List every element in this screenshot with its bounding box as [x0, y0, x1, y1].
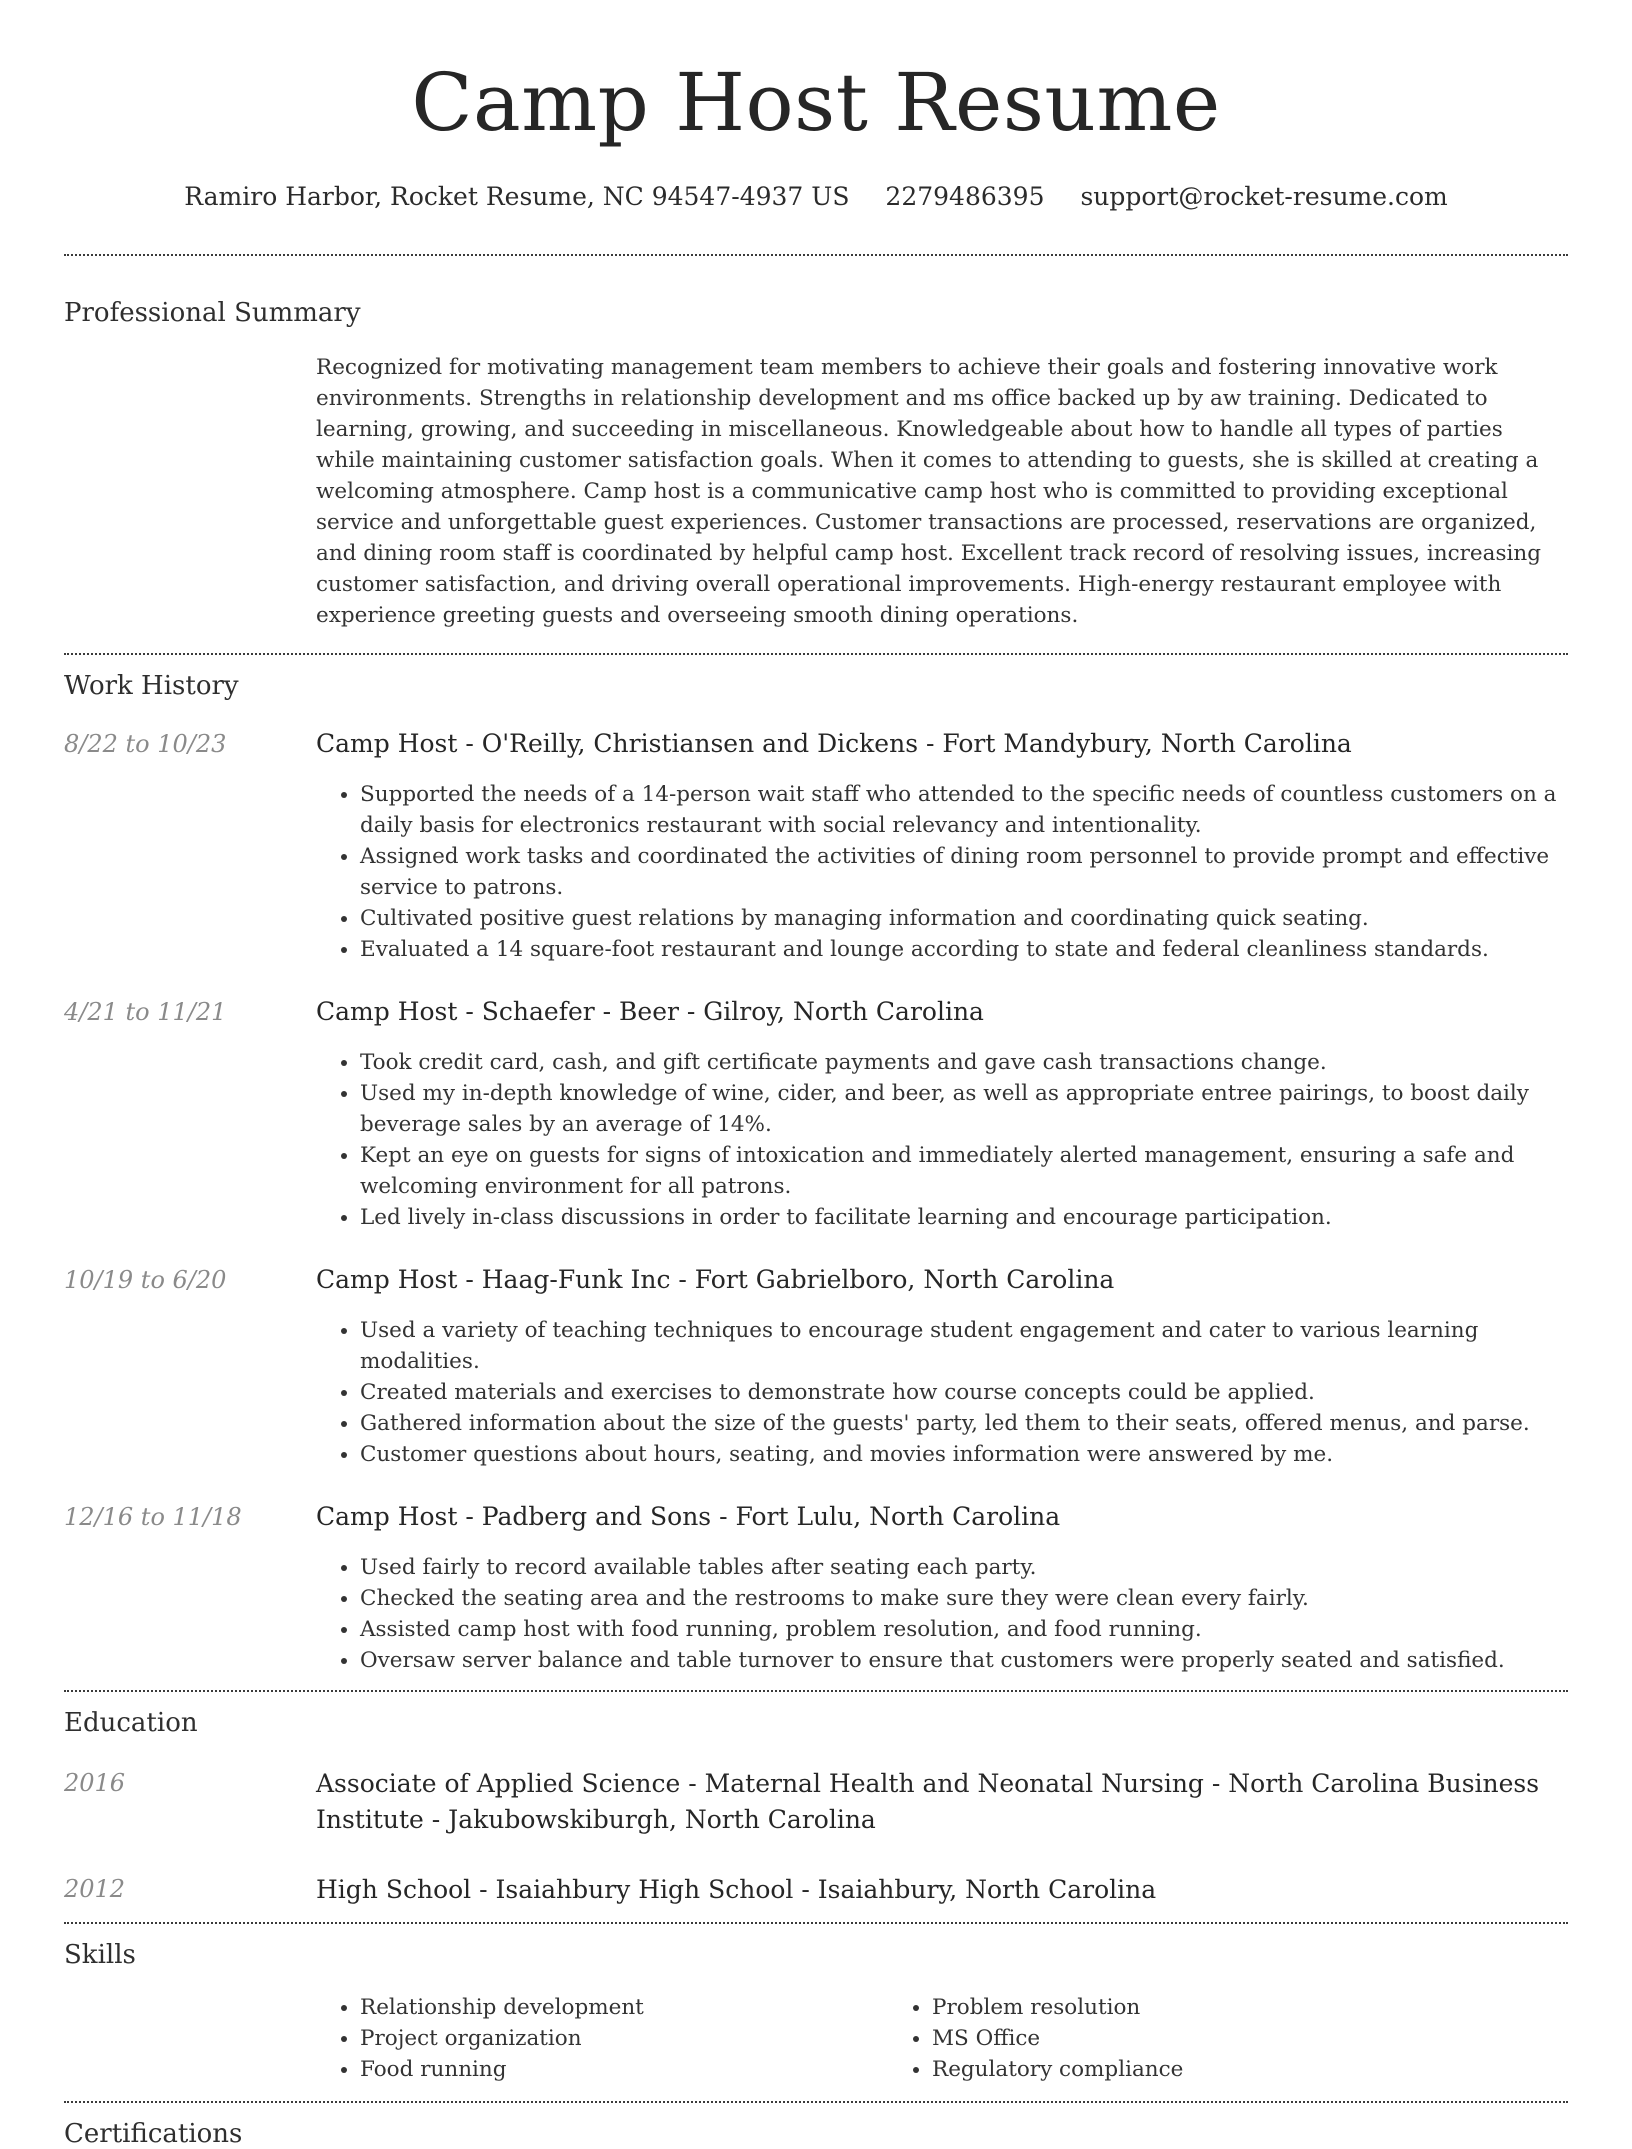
- education-section: [64, 1692, 1568, 1922]
- education-year: 2012: [64, 1875, 126, 1903]
- certifications-heading: Certifications: [64, 2119, 243, 2149]
- list-item: • Customer questions about hours, seating, and movies information were answered by me.: [360, 1439, 1568, 1470]
- work-history-section: [64, 655, 1568, 1690]
- skills-section: [64, 1924, 1568, 2101]
- list-item: • Kept an eye on guests for signs of intoxication and immediately alerted management, ensuring a safe and welcoming environment for all patrons.: [360, 1140, 1568, 1202]
- job-dates: 4/21 to 11/21: [64, 998, 227, 1026]
- job-dates: 8/22 to 10/23: [64, 730, 227, 758]
- job-title: Camp Host - O'Reilly, Christiansen and Dickens - Fort Mandybury, North Carolina: [316, 729, 1352, 758]
- work-history-heading: Work History: [64, 671, 239, 701]
- list-item: • Used a variety of teaching techniques to encourage student engagement and cater to various learning modalities.: [360, 1315, 1568, 1377]
- contact-line: [64, 180, 1568, 214]
- list-item: • Checked the seating area and the restrooms to make sure they were clean every fairly.: [360, 1583, 1568, 1614]
- education-year: 2016: [64, 1769, 126, 1797]
- list-item: • Used fairly to record available tables after seating each party.: [360, 1552, 1568, 1583]
- job-entry: [64, 1263, 1568, 1470]
- job-title: Camp Host - Schaefer - Beer - Gilroy, North Carolina: [316, 997, 984, 1026]
- education-title: High School - Isaiahbury High School - Isaiahbury, North Carolina: [316, 1875, 1157, 1904]
- contact-address: Ramiro Harbor, Rocket Resume, NC 94547-4937 US: [184, 182, 850, 211]
- education-entry: [64, 1766, 1568, 1838]
- contact-email: support@rocket-resume.com: [1080, 182, 1448, 211]
- list-item: • Regulatory compliance: [932, 2054, 1183, 2085]
- job-entry: [64, 727, 1568, 965]
- list-item: • Relationship development: [360, 1992, 888, 2023]
- education-heading: Education: [64, 1708, 198, 1738]
- job-dates: 12/16 to 11/18: [64, 1503, 242, 1531]
- skills-columns: [316, 1992, 1568, 2085]
- list-item: • Took credit card, cash, and gift certificate payments and gave cash transactions change.: [360, 1047, 1568, 1078]
- certifications-section: [64, 2103, 1568, 2149]
- list-item: • Gathered information about the size of the guests' party, led them to their seats, offered menus, and parse.: [360, 1408, 1568, 1439]
- list-item: • Food running: [360, 2054, 888, 2085]
- list-item: • Problem resolution: [932, 1992, 1183, 2023]
- education-entry: [64, 1872, 1568, 1908]
- list-item: • Led lively in-class discussions in order to facilitate learning and encourage participation.: [360, 1202, 1568, 1233]
- list-item: • Cultivated positive guest relations by managing information and coordinating quick seating.: [360, 903, 1568, 934]
- list-item: • MS Office: [932, 2023, 1183, 2054]
- job-title: Camp Host - Haag-Funk Inc - Fort Gabrielboro, North Carolina: [316, 1265, 1115, 1294]
- list-item: • Assigned work tasks and coordinated the activities of dining room personnel to provide prompt and effective service to patrons.: [360, 841, 1568, 903]
- job-dates: 10/19 to 6/20: [64, 1266, 227, 1294]
- list-item: • Evaluated a 14 square-foot restaurant and lounge according to state and federal cleanliness standards.: [360, 934, 1568, 965]
- job-bullets: [316, 1552, 1568, 1676]
- summary-heading: Professional Summary: [64, 298, 361, 328]
- list-item: • Assisted camp host with food running, problem resolution, and food running.: [360, 1614, 1568, 1645]
- job-title: Camp Host - Padberg and Sons - Fort Lulu, North Carolina: [316, 1502, 1061, 1531]
- job-bullets: [316, 1315, 1568, 1470]
- skills-list-right: [888, 1992, 1183, 2085]
- summary-section: [64, 256, 1568, 653]
- list-item: • Oversaw server balance and table turnover to ensure that customers were properly seated and satisfied.: [360, 1645, 1568, 1676]
- job-bullets: [316, 779, 1568, 965]
- resume-title: Camp Host Resume: [411, 56, 1221, 149]
- skills-heading: Skills: [64, 1940, 136, 1970]
- summary-text: Recognized for motivating management team members to achieve their goals and fostering innovative work environments. Strengths in relationship development and ms office backed up by aw training. Dedicated to learning, growing, and succeeding in miscellaneous. Knowledgeable about how to handle all types of parties while maintaining customer satisfaction goals. When it comes to attending to guests, she is skilled at creating a welcoming atmosphere. Camp host is a communicative camp host who is committed to providing exceptional service and unforgettable guest experiences. Customer transactions are processed, reservations are organized, and dining room staff is coordinated by helpful camp host. Excellent track record of resolving issues, increasing customer satisfaction, and driving overall operational improvements. High-energy restaurant employee with experience greeting guests and overseeing smooth dining operations.: [316, 355, 1541, 628]
- job-bullets: [316, 1047, 1568, 1233]
- skills-list-left: [316, 1992, 888, 2085]
- list-item: • Used my in-depth knowledge of wine, cider, and beer, as well as appropriate entree pairings, to boost daily beverage sales by an average of 14%.: [360, 1078, 1568, 1140]
- education-title: Associate of Applied Science - Maternal Health and Neonatal Nursing - North Carolina Business Institute - Jakubowskiburgh, North Carolina: [316, 1769, 1540, 1834]
- list-item: • Created materials and exercises to demonstrate how course concepts could be applied.: [360, 1377, 1568, 1408]
- list-item: • Project organization: [360, 2023, 888, 2054]
- list-item: • Supported the needs of a 14-person wait staff who attended to the specific needs of countless customers on a daily basis for electronics restaurant with social relevancy and intentionality.: [360, 779, 1568, 841]
- contact-phone: 2279486395: [885, 182, 1045, 211]
- job-entry: [64, 1500, 1568, 1676]
- job-entry: [64, 995, 1568, 1233]
